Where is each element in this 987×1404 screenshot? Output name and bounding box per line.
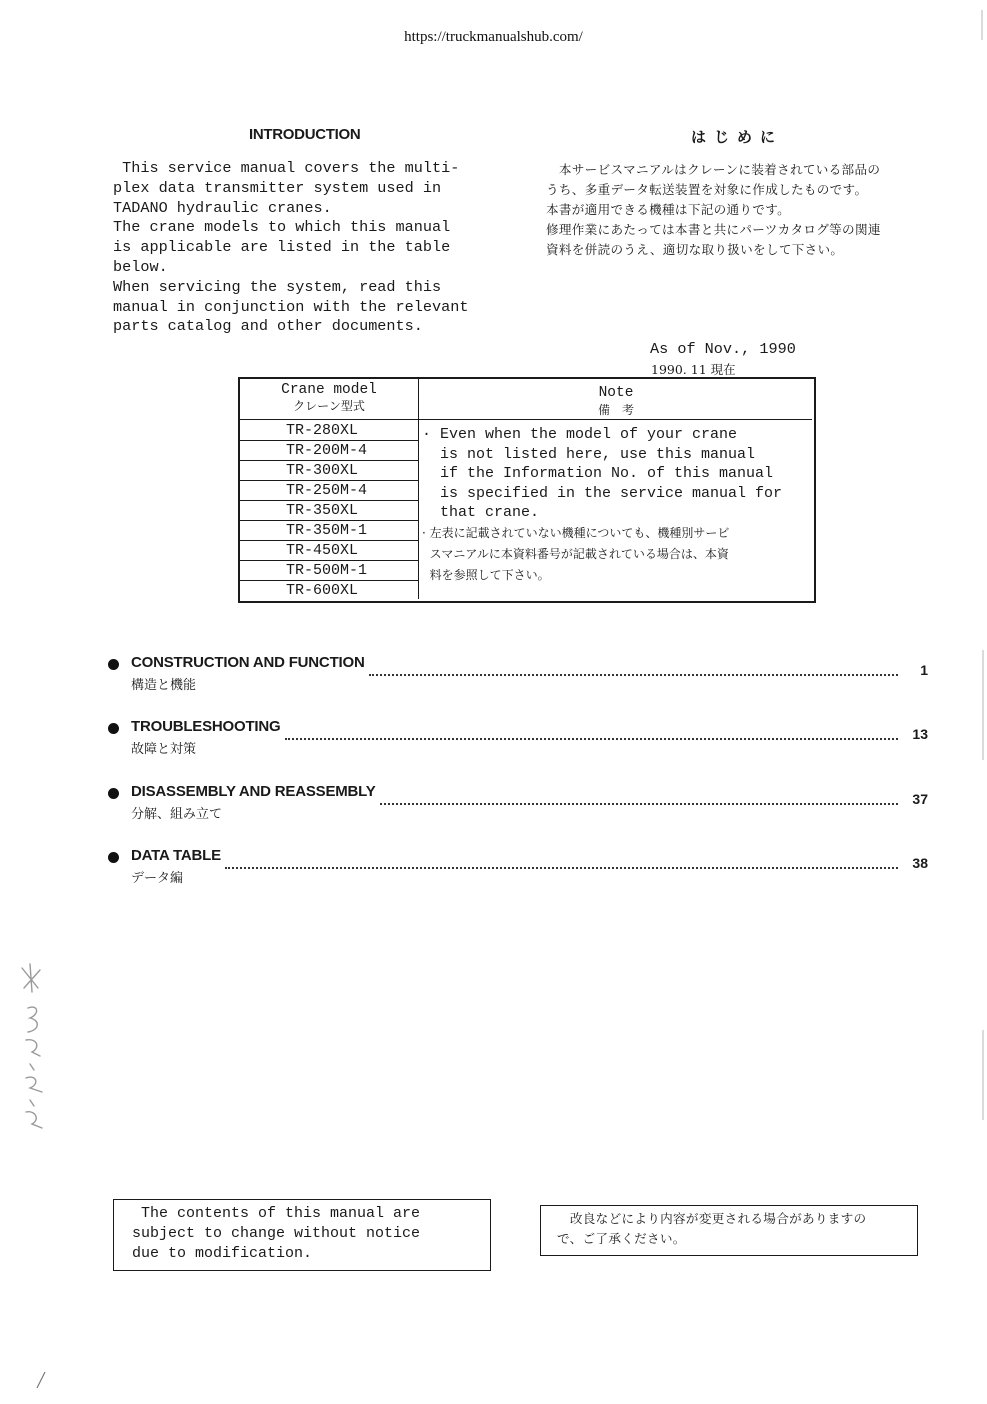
header-crane-model-jp: クレーン型式 — [293, 399, 365, 413]
header-note-en: Note — [598, 385, 634, 401]
header-crane-model — [240, 382, 418, 414]
table-row: TR-350XL — [240, 501, 418, 521]
table-row: TR-200M-4 — [240, 441, 418, 461]
bullet-icon — [108, 852, 119, 863]
leader-dots — [369, 660, 898, 676]
toc-entry[interactable] — [108, 847, 928, 886]
as-of-date-en: As of Nov., 1990 — [650, 340, 796, 358]
toc-entry-page: 38 — [912, 855, 928, 871]
bullet-icon — [108, 659, 119, 670]
toc-entry-title: CONSTRUCTION AND FUNCTION — [131, 654, 365, 671]
toc-entry[interactable] — [108, 654, 928, 693]
table-row: TR-250M-4 — [240, 481, 418, 501]
toc-entry-title: TROUBLESHOOTING — [131, 718, 281, 735]
toc-entry-subtitle: 分解、組み立て — [131, 807, 223, 822]
toc-entry[interactable] — [108, 718, 928, 757]
note-text-jp: · 左表に記載されていない機種についても、機種別サービ スマニアルに本資料番号が記載されている場合は、本資 料を参照して下さい。 — [422, 526, 730, 582]
table-row: TR-300XL — [240, 461, 418, 481]
header-note-jp: 備 考 — [597, 403, 634, 417]
intro-body-en: This service manual covers the multi- plex data transmitter system used in TADANO hydraulic cranes. The crane models to which this manual is applicable are listed in the table below. When servicing the system, read this manual in conjunction with the relevant parts catalog and other documents. — [113, 159, 469, 336]
leader-dots — [380, 789, 898, 805]
table-row: TR-500M-1 — [240, 561, 418, 581]
notice-box-jp — [540, 1205, 918, 1256]
toc-entry[interactable] — [108, 783, 928, 822]
table-row: TR-450XL — [240, 541, 418, 561]
notice-text-jp: 改良などにより内容が変更される場合がありますの で、ご了承ください。 — [557, 1211, 867, 1246]
toc-entry-subtitle: 故障と対策 — [131, 742, 197, 757]
note-text-en: · Even when the model of your crane is not listed here, use this manual if the Information No. of this manual is specified in the service manual for that crane. — [422, 426, 783, 522]
notice-text-en: The contents of this manual are subject to change without notice due to modification. — [132, 1205, 421, 1262]
as-of-date-jp: 1990. 11 現在 — [651, 362, 736, 377]
table-header-divider — [238, 419, 812, 420]
bullet-icon — [108, 723, 119, 734]
bullet-icon — [108, 788, 119, 799]
table-row: TR-280XL — [240, 421, 418, 441]
leader-dots — [225, 853, 898, 869]
table-row: TR-350M-1 — [240, 521, 418, 541]
handwritten-margin-note — [10, 960, 60, 1140]
intro-body-jp: 本サービスマニアルはクレーンに装着されている部品の うち、多重データ転送装置を対象に作成したものです。 本書が適用できる機種は下記の通りです。 修理作業にあたっては本書と共にパーツカタログ等の関連 資料を併読のうえ、適切な取り扱いをして下さい。 — [546, 162, 881, 257]
source-url[interactable]: https://truckmanualshub.com/ — [404, 29, 583, 45]
toc-entry-subtitle: データ編 — [131, 871, 184, 886]
toc-entry-page: 13 — [912, 726, 928, 742]
header-note — [420, 385, 812, 419]
crane-model-table — [238, 377, 816, 605]
intro-title-jp: はじめに — [691, 128, 784, 146]
toc-entry-page: 1 — [920, 662, 928, 678]
scan-edge-line — [981, 0, 985, 1404]
toc-entry-page: 37 — [912, 791, 928, 807]
header-crane-model-en: Crane model — [281, 382, 377, 398]
toc-entry-title: DATA TABLE — [131, 847, 221, 864]
toc-entry-title: DISASSEMBLY AND REASSEMBLY — [131, 783, 376, 800]
pencil-mark — [34, 1370, 48, 1390]
notice-box-en — [113, 1199, 491, 1271]
leader-dots — [285, 724, 898, 740]
intro-title-en: INTRODUCTION — [249, 126, 361, 143]
toc-entry-subtitle: 構造と機能 — [131, 678, 197, 693]
table-row: TR-600XL — [286, 582, 359, 599]
